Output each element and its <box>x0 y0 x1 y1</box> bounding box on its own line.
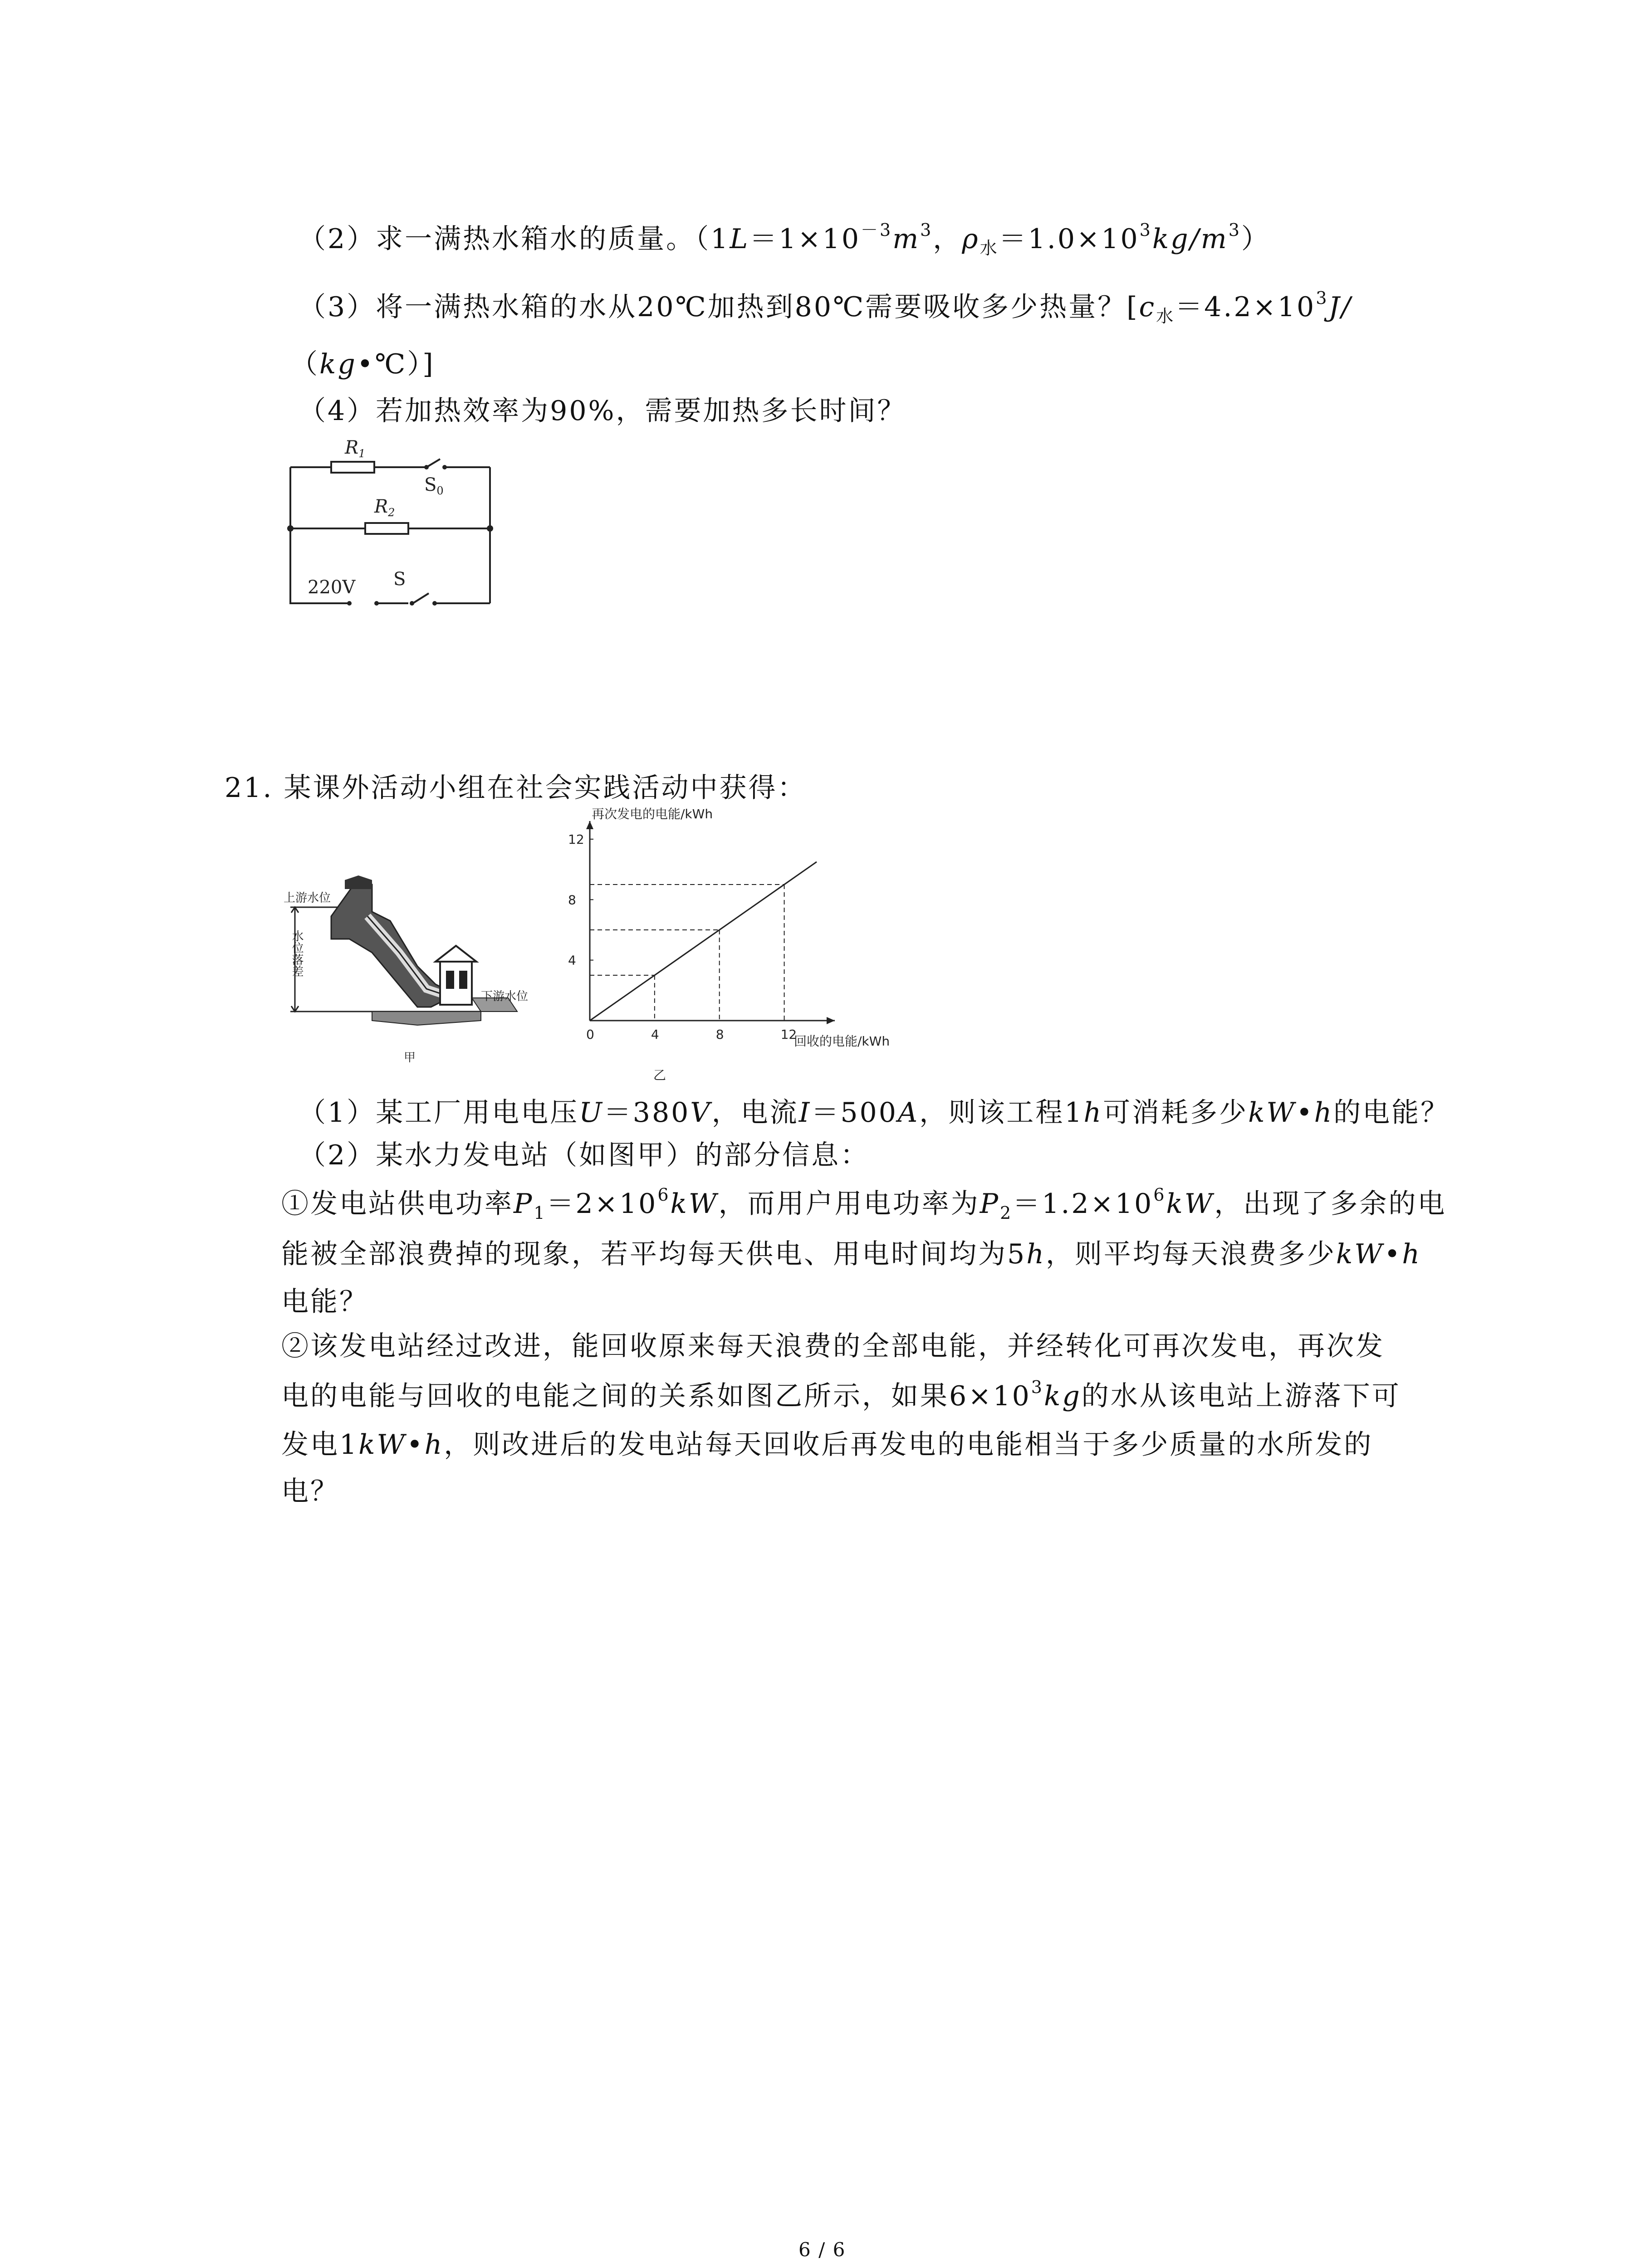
figure-yi-caption: 乙 <box>653 1068 666 1083</box>
switch-s-label: S <box>393 569 406 590</box>
chart-ylabel: 再次发电的电能/kWh <box>592 807 713 821</box>
figure-yi-chart <box>554 803 962 1084</box>
figure-jia-caption: 甲 <box>404 1051 416 1065</box>
y-tick-label: 8 <box>568 892 576 908</box>
q21-sub1-line2: 能被全部浪费掉的现象，若平均每天供电、用电时间均为5h，则平均每天浪费多少kW•h <box>281 1238 1421 1270</box>
s0-label: $S_0$ <box>424 474 444 497</box>
page-number: 6 / 6 <box>798 2239 846 2261</box>
upstream-level-label: 上游水位 <box>284 891 331 905</box>
y-tick-label: 12 <box>568 832 584 847</box>
q21-part1: （1）某工厂用电电压U＝380V，电流I＝500A，则该工程1h可消耗多少kW•h的电能？ <box>299 1097 1450 1129</box>
chart-xlabel: 回收的电能/kWh <box>794 1034 890 1049</box>
q21-sub2-line3: 发电1kW•h，则改进后的发电站每天回收后再发电的电能相当于多少质量的水所发的 <box>281 1429 1373 1461</box>
q21-stem: 21. 某课外活动小组在社会实践活动中获得： <box>225 772 807 804</box>
q21-sub2-line2: 电的电能与回收的电能之间的关系如图乙所示，如果$6\times 10^3kg$的水从该电站上游落下可 <box>281 1377 1401 1412</box>
q21-sub1-line1: ①发电站供电功率$P_1=2\times 10^6kW$，而用户用电功率为$P_2=1.2\times 10^6kW$，出现了多余的电 <box>281 1185 1447 1223</box>
downstream-level-label: 下游水位 <box>481 990 529 1003</box>
x-tick-label: 8 <box>715 1027 724 1042</box>
x-tick-label: 12 <box>780 1027 797 1042</box>
figure-jia-hydropower <box>281 862 535 1075</box>
x-tick-label: 4 <box>651 1027 659 1042</box>
r2-label: $R_2$ <box>374 496 395 519</box>
q21-sub2-line1: ②该发电站经过改进，能回收原来每天浪费的全部电能，并经转化可再次发电，再次发 <box>281 1330 1385 1362</box>
series-line <box>590 862 817 1021</box>
q21-part2: （2）某水力发电站（如图甲）的部分信息： <box>299 1139 870 1171</box>
q20-part3-cont: （kg•℃）] <box>290 348 435 380</box>
circuit-diagram <box>281 435 499 612</box>
r1-label: $R_1$ <box>345 437 366 460</box>
x-tick-label: 0 <box>586 1027 594 1042</box>
q20-part2: （2）求一满热水箱水的质量。（$1L=1\times 10^{-3}m^3$，$\rho_水=1.0\times 10^3kg/m^3$） <box>299 220 1270 258</box>
y-axis-arrow <box>586 821 593 829</box>
x-axis-arrow <box>827 1017 835 1024</box>
q20-part3: （3）将一满热水箱的水从20℃加热到80℃需要吸收多少热量？[$c_水=4.2\times 10^3J/$ <box>299 288 1352 326</box>
q21-sub2-line4: 电？ <box>281 1476 339 1507</box>
q20-part4: （4）若加热效率为90%，需要加热多长时间？ <box>299 395 906 427</box>
voltage-label: 220V <box>308 577 356 598</box>
q21-sub1-line3: 电能？ <box>281 1286 368 1318</box>
y-tick-label: 4 <box>568 953 576 968</box>
water-head-label: 水位落差 <box>290 930 304 977</box>
